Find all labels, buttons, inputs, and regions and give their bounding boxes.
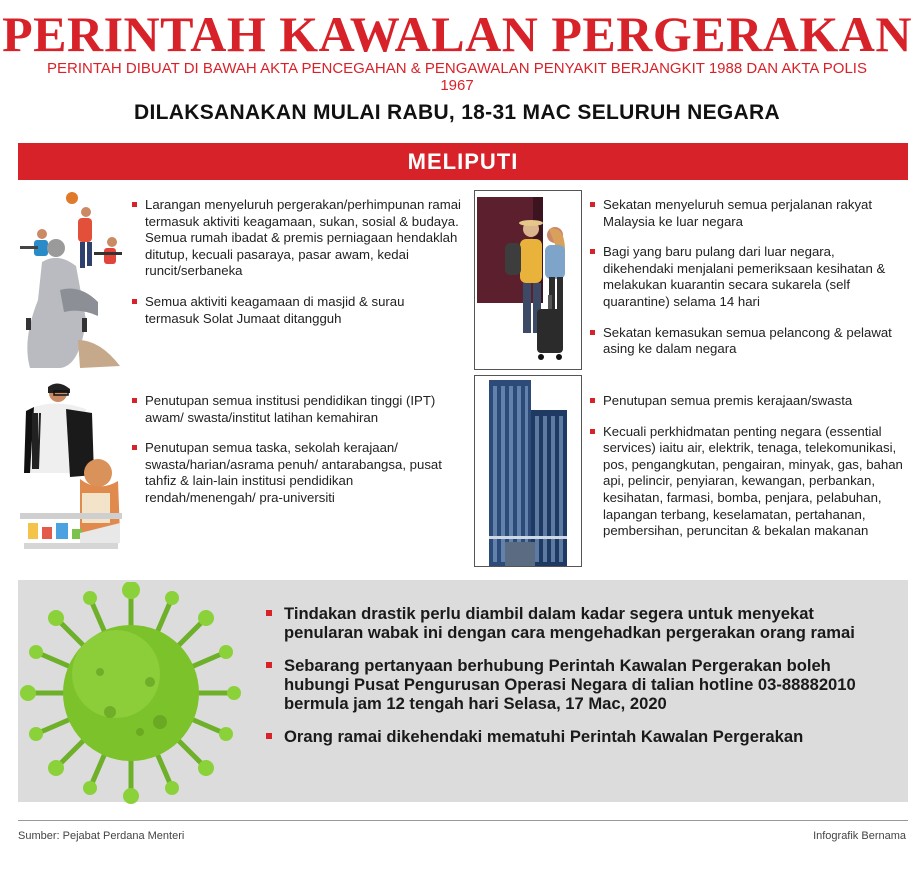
education-list: [132, 393, 462, 521]
source-credit: Sumber: Pejabat Perdana Menteri: [18, 830, 185, 842]
list-item: Semua aktiviti keagamaan di masjid & surau termasuk Solat Jumaat ditangguh: [132, 294, 462, 327]
list-item: Kecuali perkhidmatan penting negara (essential services) iaitu air, elektrik, tenaga, telekomunikasi, pos, pengangkutan, pengairan, minyak, gas, bahan api, pelincir, penyiaran, kewangan, perbankan, kesihatan, farmasi, bomba, penjara, pelabuhan, lapangan terbang, keselamatan, pertahanan, pembersihan, peruncitan & bekalan makanan: [590, 424, 908, 540]
list-item: Tindakan drastik perlu diambil dalam kadar segera untuk menyekat penularan wabak ini dengan cara mengehadkan pergerakan orang ramai: [266, 604, 886, 642]
people-activities-illustration: [20, 190, 122, 370]
list-item: Sekatan menyeluruh semua perjalanan rakyat Malaysia ke luar negara: [590, 197, 908, 230]
gatherings-list: [132, 197, 462, 341]
list-item: Sekatan kemasukan semua pelancong & pelawat asing ke dalam negara: [590, 325, 908, 358]
list-item: Penutupan semua institusi pendidikan tinggi (IPT) awam/ swasta/institut latihan kemahiran: [132, 393, 462, 426]
premises-list: [590, 393, 908, 554]
travel-list: [590, 197, 908, 372]
infographic-credit: Infografik Bernama: [813, 830, 906, 842]
notes-list: [266, 604, 886, 760]
page-title: PERINTAH KAWALAN PERGERAKAN: [2, 6, 912, 62]
section-banner: MELIPUTI: [18, 143, 908, 180]
list-item: Sebarang pertanyaan berhubung Perintah Kawalan Pergerakan boleh hubungi Pusat Pengurusan Operasi Negara di talian hotline 03-88882010 bermula jam 12 tengah hari Selasa, 17 Mac, 2020: [266, 656, 886, 713]
footer-divider: [18, 820, 908, 821]
travellers-illustration: [474, 190, 582, 370]
coronavirus-illustration: [20, 582, 242, 804]
students-illustration: [20, 383, 122, 568]
page-subtitle: PERINTAH DIBUAT DI BAWAH AKTA PENCEGAHAN & PENGAWALAN PENYAKIT BERJANGKIT 1988 DAN AKTA POLIS 1967: [47, 60, 867, 94]
list-item: Orang ramai dikehendaki mematuhi Perintah Kawalan Pergerakan: [266, 727, 886, 746]
list-item: Larangan menyeluruh pergerakan/perhimpunan ramai termasuk aktiviti keagamaan, sukan, sosial & budaya. Semua rumah ibadat & premis perniagaan hendaklah ditutup, kecuali pasaraya, pasar awam, kedai runcit/serbaneka: [132, 197, 462, 280]
effective-dates: DILAKSANAKAN MULAI RABU, 18-31 MAC SELURUH NEGARA: [134, 101, 780, 124]
list-item: Bagi yang baru pulang dari luar negara, dikehendaki menjalani pemeriksaan kesihatan & melakukan kuarantin secara sukarela (self quarantine) selama 14 hari: [590, 244, 908, 310]
office-building-illustration: [474, 375, 582, 567]
list-item: Penutupan semua premis kerajaan/swasta: [590, 393, 908, 410]
list-item: Penutupan semua taska, sekolah kerajaan/ swasta/harian/asrama penuh/ antarabangsa, pusat tahfiz & lain-lain institusi pendidikan rendah/menengah/ pra-universiti: [132, 440, 462, 506]
